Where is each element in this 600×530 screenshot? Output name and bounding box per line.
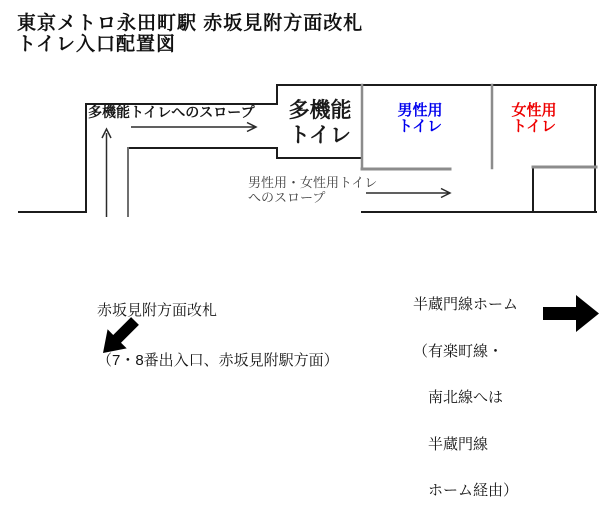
platform-direction-line5: ホーム経由） — [413, 482, 519, 499]
platform-direction-label — [413, 266, 518, 530]
page-title — [17, 13, 363, 55]
platform-direction-line4: 半蔵門線 — [413, 435, 489, 453]
mens-room-label — [376, 103, 464, 135]
mens-room-label-line2: トイレ — [397, 118, 443, 135]
platform-direction-line3: 南北線へは — [413, 389, 504, 406]
mf-room-label — [277, 88, 363, 158]
platform-direction-arrow-icon — [543, 295, 599, 332]
mf-room-label-line2: トイレ — [289, 124, 351, 147]
mw-ramp-label-line1: 男性用・女性用トイレ — [248, 175, 378, 190]
gate-direction-label — [97, 270, 339, 402]
womens-room-label — [490, 103, 578, 135]
platform-direction-line1: 半蔵門線ホーム — [413, 296, 519, 313]
mens-room-label-line1: 男性用 — [397, 102, 443, 119]
gate-direction-line1: 赤坂見附方面改札 — [97, 302, 218, 319]
gate-direction-line2: （7・8番出入口、赤坂見附駅方面） — [97, 351, 339, 369]
page-title-line1: 東京メトロ永田町駅 赤坂見附方面改札 — [17, 13, 364, 34]
corridor-up-arrow-icon — [102, 129, 111, 217]
mf-ramp-arrow-icon — [131, 123, 256, 132]
womens-room-label-line1: 女性用 — [511, 102, 557, 119]
womens-room-label-line2: トイレ — [511, 118, 557, 135]
page-title-line2: トイレ入口配置図 — [17, 34, 177, 55]
mw-ramp-label-line2: へのスロープ — [248, 189, 326, 205]
mf-ramp-label: 多機能トイレへのスロープ — [88, 104, 255, 120]
platform-direction-line2: （有楽町線・ — [413, 342, 504, 360]
mw-ramp-label — [248, 176, 377, 205]
mf-room-label-line1: 多機能 — [288, 99, 352, 122]
mw-ramp-arrow-icon — [366, 189, 450, 198]
